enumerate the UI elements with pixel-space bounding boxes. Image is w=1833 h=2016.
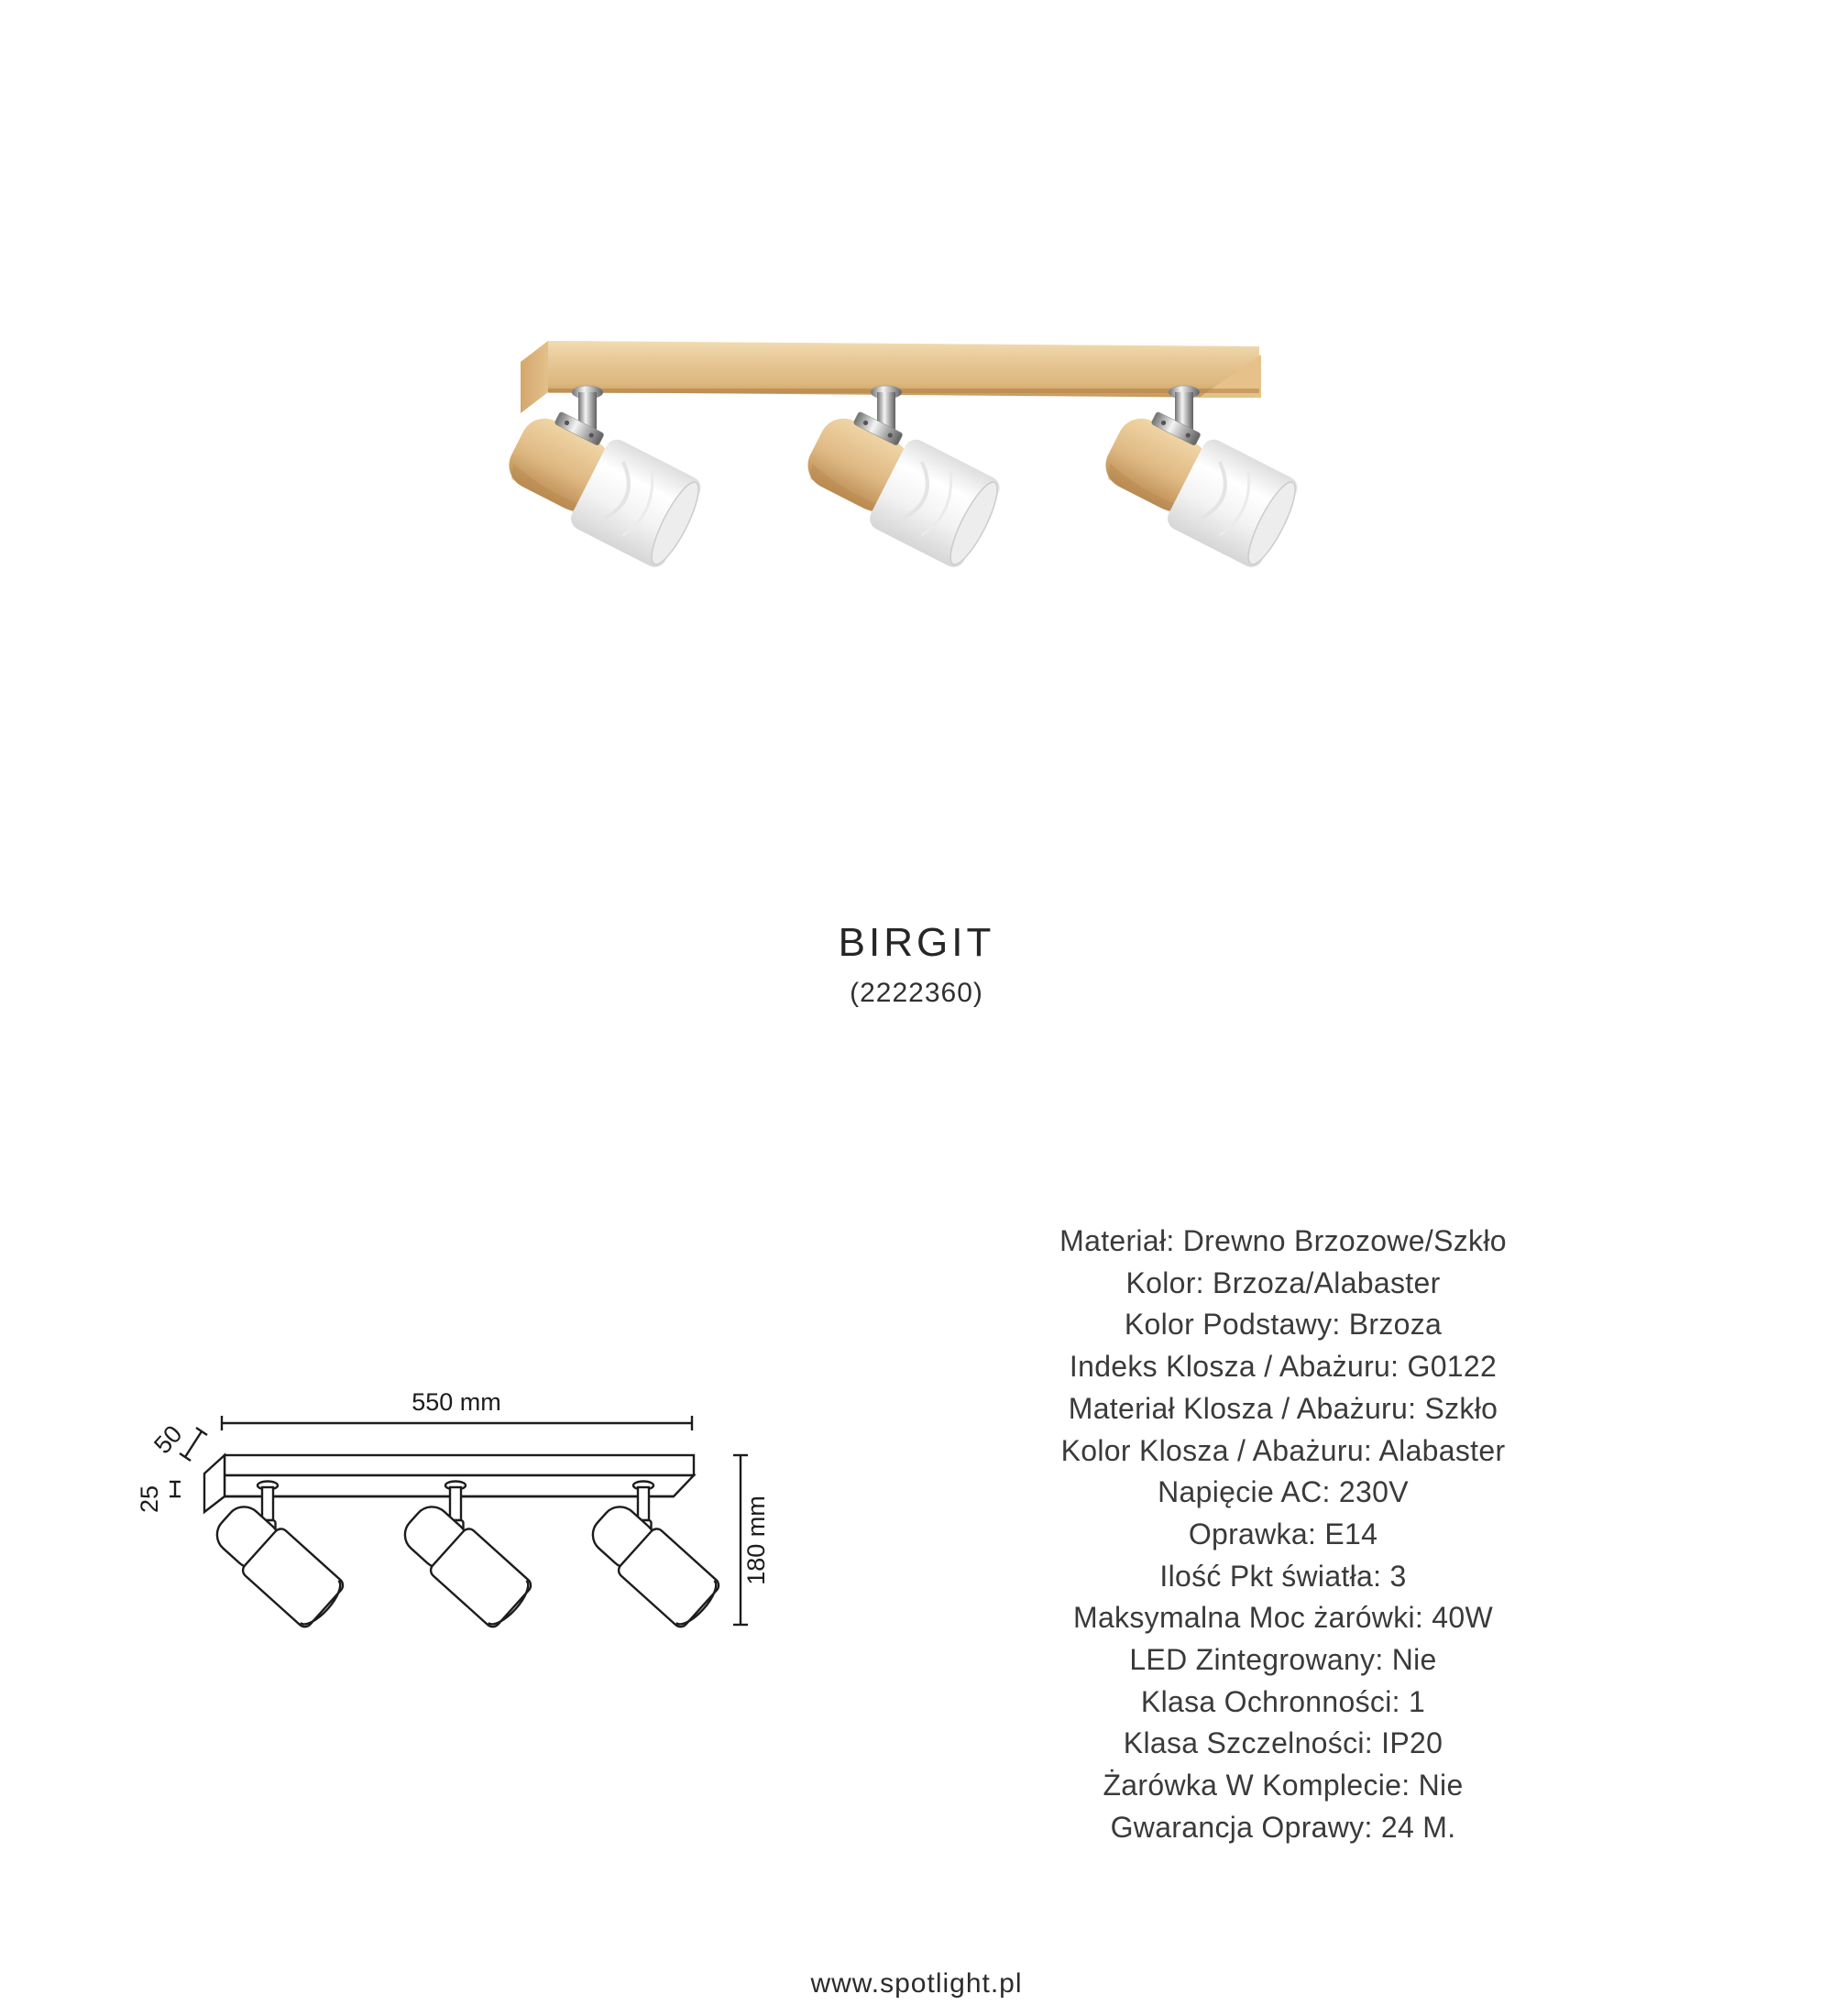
dim-width-label: 550 mm: [412, 1388, 501, 1416]
spec-line: Żarówka W Komplecie: Nie: [1103, 1769, 1464, 1802]
spec-line: Kolor: Brzoza/Alabaster: [1125, 1265, 1441, 1299]
dim-depth-label: 50: [148, 1419, 188, 1460]
spotlight-1: [495, 386, 708, 573]
spec-line: Ilość Pkt światła: 3: [1159, 1559, 1407, 1593]
spec-line: Klasa Szczelności: IP20: [1123, 1726, 1443, 1760]
dim-height-label: 180 mm: [742, 1496, 770, 1585]
spec-line: Napięcie AC: 230V: [1158, 1475, 1409, 1509]
product-code: (2222360): [850, 978, 983, 1009]
dim-offset-label: 25: [136, 1485, 163, 1514]
spec-line: Gwarancja Oprawy: 24 M.: [1110, 1810, 1456, 1844]
spotlight-3: [1092, 386, 1305, 573]
spec-line: Klasa Ochronności: 1: [1140, 1684, 1426, 1718]
spec-line: Indeks Klosza / Abażuru: G0122: [1069, 1350, 1498, 1384]
footer-url: www.spotlight.pl: [810, 1968, 1023, 1999]
title-block: [642, 921, 1191, 1009]
spotlight-2: [794, 386, 1007, 573]
spec-list: [916, 1221, 1650, 1849]
spec-line: Materiał Klosza / Abażuru: Szkło: [1068, 1391, 1498, 1425]
spec-line: Oprawka: E14: [1188, 1517, 1378, 1550]
spec-line: Maksymalna Moc żarówki: 40W: [1073, 1601, 1493, 1635]
product-name: BIRGIT: [838, 920, 995, 965]
spec-line: Kolor Klosza / Abażuru: Alabaster: [1060, 1433, 1506, 1467]
dimension-drawing: [128, 1379, 788, 1654]
spec-line: Materiał: Drewno Brzozowe/Szkło: [1059, 1224, 1507, 1257]
spec-line: Kolor Podstawy: Brzoza: [1124, 1308, 1443, 1342]
product-photo: [477, 227, 1338, 575]
footer: [458, 1968, 1375, 2000]
spec-line: LED Zintegrowany: Nie: [1129, 1643, 1437, 1677]
